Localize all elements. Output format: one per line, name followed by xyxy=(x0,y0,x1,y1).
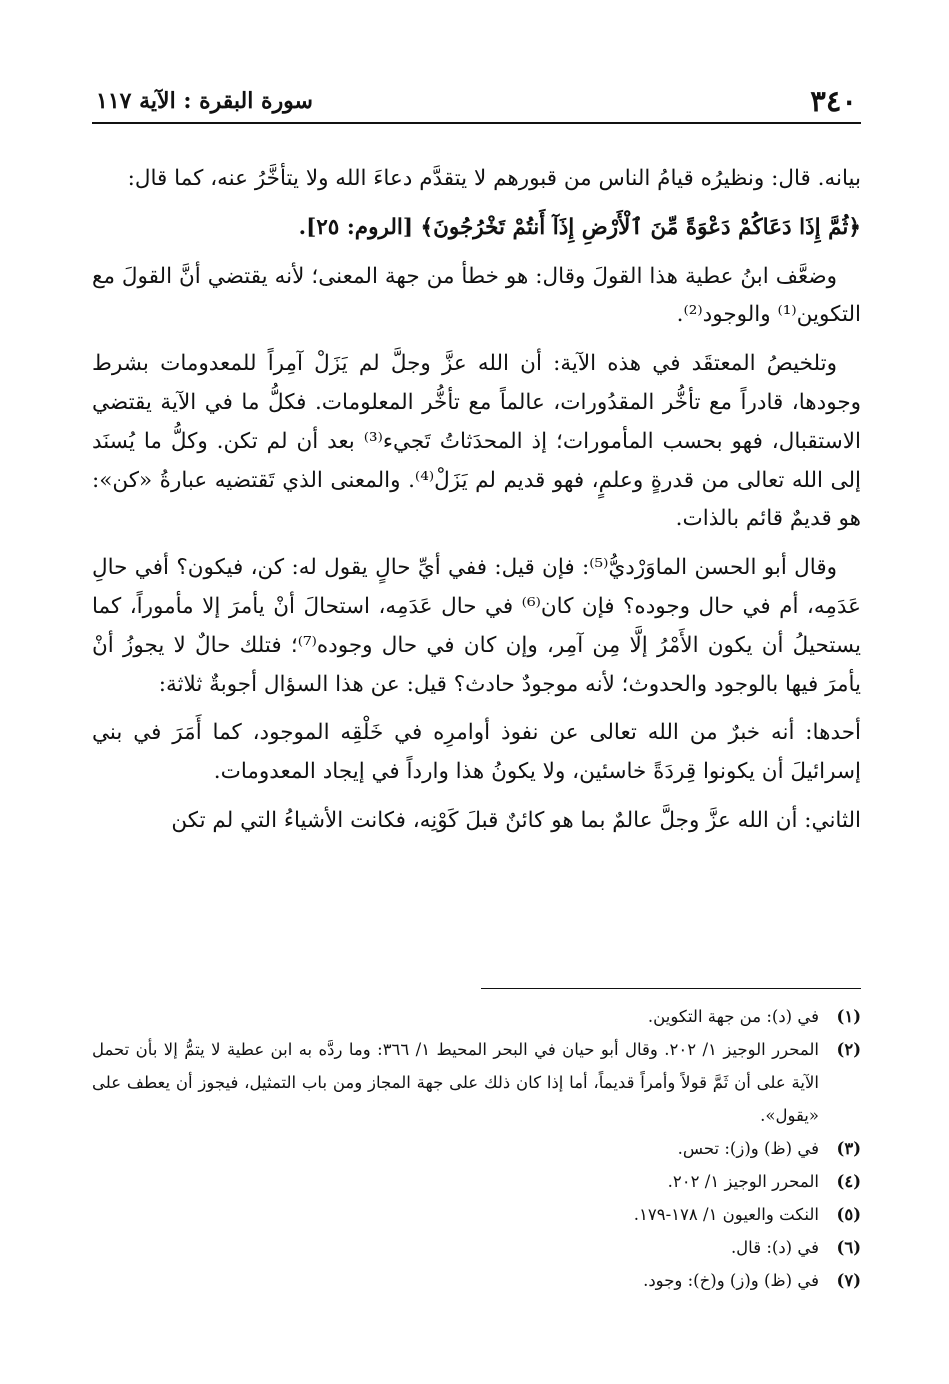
footnote-text: المحرر الوجيز ١/ ٢٠٢. وقال أبو حيان في البحر المحيط ١/ ٣٦٦: وما ردَّه به ابن عطية لا يتمُّ إلا بأن تحمل الآية على أن ثَمَّ قولاً وأمراً قديماً، أما إذا كان ذلك على جهة المجاز ومن باب التمثيل، فيجوز أن يعطف على «يقول». xyxy=(92,1040,820,1125)
footnote-text: في (د): قال. xyxy=(730,1238,819,1257)
footnote xyxy=(92,1264,861,1297)
footnote-text: في (ظ) و(ز) و(خ): وجود. xyxy=(643,1271,819,1290)
footnotes xyxy=(92,1000,861,1297)
footnote xyxy=(92,1132,861,1165)
footnote xyxy=(92,1165,861,1198)
footnote-text: في (د): من جهة التكوين. xyxy=(647,1007,819,1026)
page-header xyxy=(92,82,861,124)
paragraph: وضعَّف ابنُ عطية هذا القولَ وقال: هو خطأ من جهة المعنى؛ لأنه يقتضي أنَّ القولَ مع التكوين⁽¹⁾ والوجود⁽²⁾. xyxy=(92,263,861,328)
running-title: سورة البقرة : الآية ١١٧ xyxy=(96,88,313,114)
footnote xyxy=(92,1231,861,1264)
paragraph: وتلخيصُ المعتقَد في هذه الآية: أن الله عزَّ وجلَّ لم يَزَلْ آمِراً للمعدومات بشرط وجودها، قادراً مع تأخُّر المقدُورات، عالماً مع تأخُّر المعلومات. فكلُّ ما في الآية يقتضي الاستقبال، فهو بحسب المأمورات؛ إذ المحدَثاتُ تَجيء⁽³⁾ بعد أن لم تكن. وكلُّ ما يُسنَد إلى الله تعالى من قدرةٍ وعلمٍ، فهو قديم لم يَزَلْ⁽⁴⁾. والمعنى الذي تَقتضيه عبارةُ «كن»: هو قديمٌ قائم بالذات. xyxy=(92,351,861,532)
page-number: ٣٤٠ xyxy=(810,84,857,118)
footnote-text: في (ظ) و(ز): تحس. xyxy=(677,1139,819,1158)
footnote-number: (٣) xyxy=(836,1139,861,1158)
footnote-number: (٧) xyxy=(836,1271,861,1290)
paragraph: الثاني: أن الله عزَّ وجلَّ عالمٌ بما هو كائنٌ قبلَ كَوْنِه، فكانت الأشياءُ التي لم تكن xyxy=(171,807,861,833)
footnote xyxy=(92,1033,861,1132)
main-text xyxy=(92,160,861,851)
footnote-number: (٦) xyxy=(836,1238,861,1257)
paragraph: بيانه. قال: ونظيرُه قيامُ الناس من قبورهم لا يتقدَّم دعاءَ الله ولا يتأخَّرُ عنه، كما قال: xyxy=(127,166,861,191)
footnote-text: المحرر الوجيز ١/ ٢٠٢. xyxy=(667,1172,819,1191)
footnote-divider xyxy=(481,988,861,989)
footnote-number: (٤) xyxy=(836,1172,861,1191)
paragraph: وقال أبو الحسن الماوَرْديُّ⁽⁵⁾: فإن قيل: ففي أيِّ حالٍ يقول له: كن، فيكون؟ أفي حالِ عَدَمِه، أم في حال وجوده؟ فإن كان⁽⁶⁾ في حال عَدَمِه، استحالَ أنْ يأمرَ إلا مأموراً، كما يستحيلُ أن يكون الأَمْرُ إلَّا مِن آمِر، وإن كان في حال وجوده⁽⁷⁾؛ فتلك حالٌ لا يجوزُ أنْ يأمرَ فيها بالوجود والحدوث؛ لأنه موجودٌ حادث؟ قيل: عن هذا السؤال أجوبةٌ ثلاثة: xyxy=(92,555,861,697)
quran-verse: ﴿ثُمَّ إِذَا دَعَاكُمْ دَعْوَةً مِّنَ ٱلْأَرْضِ إِذَآ أَنتُمْ تَخْرُجُونَ﴾ [الروم: ٢٥]. xyxy=(298,214,861,240)
footnote-text: النكت والعيون ١/ ١٧٨-١٧٩. xyxy=(633,1205,819,1224)
footnote-number: (١) xyxy=(836,1007,861,1026)
footnote xyxy=(92,1000,861,1033)
footnote-number: (٢) xyxy=(836,1040,861,1059)
footnote-number: (٥) xyxy=(836,1205,861,1224)
paragraph: أحدها: أنه خبرٌ من الله تعالى عن نفوذ أوامرِه في خَلْقِه الموجود، كما أَمَرَ في بني إسرائيلَ أن يكونوا قِردَةً خاسئين، ولا يكونُ هذا وارداً في إيجاد المعدومات. xyxy=(92,720,861,785)
footnote xyxy=(92,1198,861,1231)
